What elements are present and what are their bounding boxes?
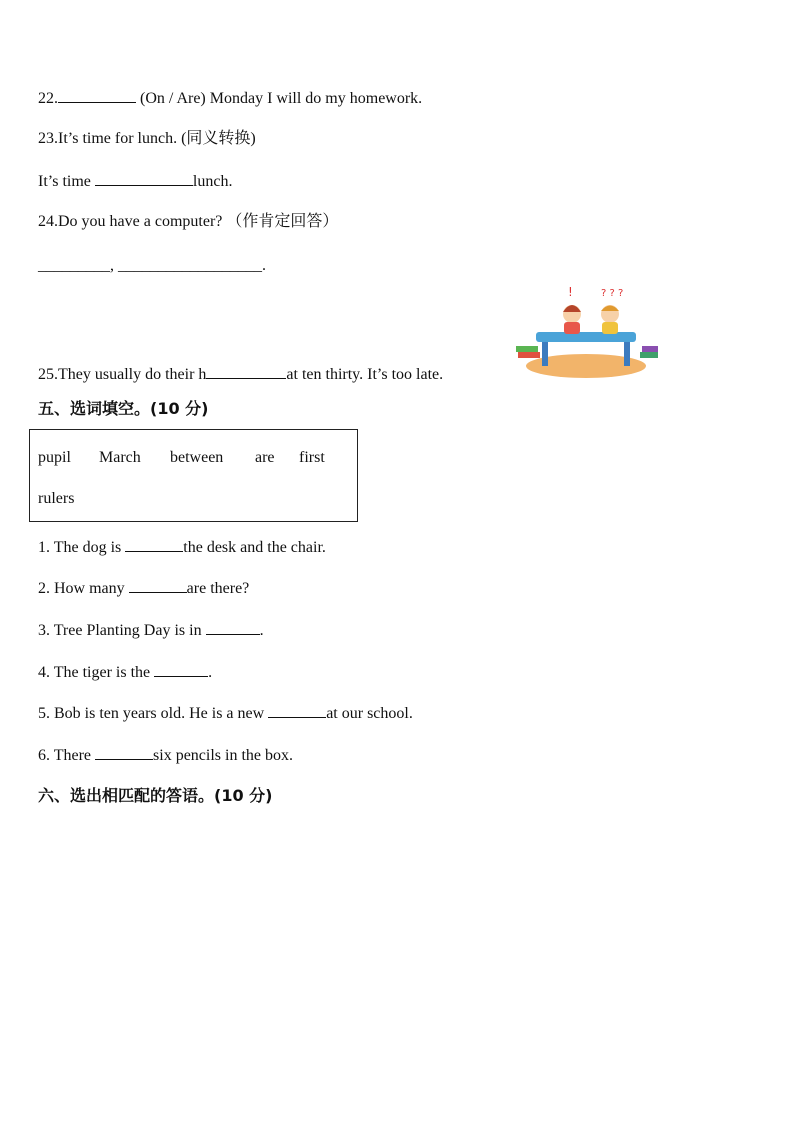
fill-item-text: .	[259, 622, 264, 639]
question-22	[38, 88, 422, 109]
fill-item-blank[interactable]	[95, 745, 153, 760]
fill-item-4	[38, 662, 212, 683]
fill-item-text: six pencils in the box.	[153, 747, 293, 764]
question-25	[38, 364, 443, 385]
q25-blank[interactable]	[206, 364, 286, 379]
fill-item-blank[interactable]	[206, 620, 260, 635]
word-bank-box	[29, 429, 358, 522]
q22-blank[interactable]	[58, 88, 136, 103]
fill-item-5	[38, 703, 413, 724]
q23-blank[interactable]	[95, 171, 193, 186]
svg-text:? ? ?: ? ? ?	[601, 288, 624, 299]
fill-item-blank[interactable]	[154, 662, 208, 677]
q25-text-start: 25.They usually do their h	[38, 366, 207, 383]
fill-item-text: .	[208, 664, 213, 681]
word-bank-item: March	[99, 449, 141, 466]
fill-item-2	[38, 578, 249, 599]
fill-item-6	[38, 745, 293, 766]
word-bank-item: are	[255, 449, 275, 466]
word-bank-item: between	[170, 449, 224, 466]
q22-text: (On / Are) Monday I will do my homework.	[136, 90, 423, 107]
word-bank-item: rulers	[38, 490, 75, 507]
fill-item-text: are there?	[186, 580, 250, 597]
q22-number: 22.	[38, 90, 58, 107]
fill-item-3	[38, 620, 264, 641]
word-bank-item: first	[299, 449, 325, 466]
fill-item-text: at our school.	[326, 705, 413, 722]
q23-line2-prefix: It’s time	[38, 173, 95, 190]
fill-item-blank[interactable]	[268, 703, 326, 718]
fill-item-text: 3. Tree Planting Day is in	[38, 622, 206, 639]
fill-item-text: 1. The dog is	[38, 539, 126, 556]
question-23-answer-line	[38, 171, 232, 192]
section-6-title: 六、选出相匹配的答语。(10 分)	[38, 786, 273, 805]
fill-item-text: 6. There	[38, 747, 96, 764]
question-24: 24.Do you have a computer? （作肯定回答）	[38, 213, 339, 230]
fill-item-blank[interactable]	[125, 537, 183, 552]
fill-item-text: 5. Bob is ten years old. He is a new	[38, 705, 269, 722]
fill-item-text: 4. The tiger is the	[38, 664, 155, 681]
svg-text:!: !	[568, 285, 573, 299]
fill-item-text: 2. How many	[38, 580, 129, 597]
q25-text-end: at ten thirty. It’s too late.	[286, 366, 444, 383]
section-5-title: 五、选词填空。(10 分)	[38, 399, 209, 418]
fill-item-blank[interactable]	[129, 578, 187, 593]
fill-item-1	[38, 537, 326, 558]
question-23: 23.It’s time for lunch. (同义转换)	[38, 130, 256, 147]
children-studying-illustration	[506, 284, 660, 380]
question-24-answer-line[interactable]: _________, __________________.	[38, 257, 266, 274]
fill-item-text: the desk and the chair.	[183, 539, 326, 556]
q23-line2-suffix: lunch.	[192, 173, 233, 190]
word-bank-item: pupil	[38, 449, 71, 466]
